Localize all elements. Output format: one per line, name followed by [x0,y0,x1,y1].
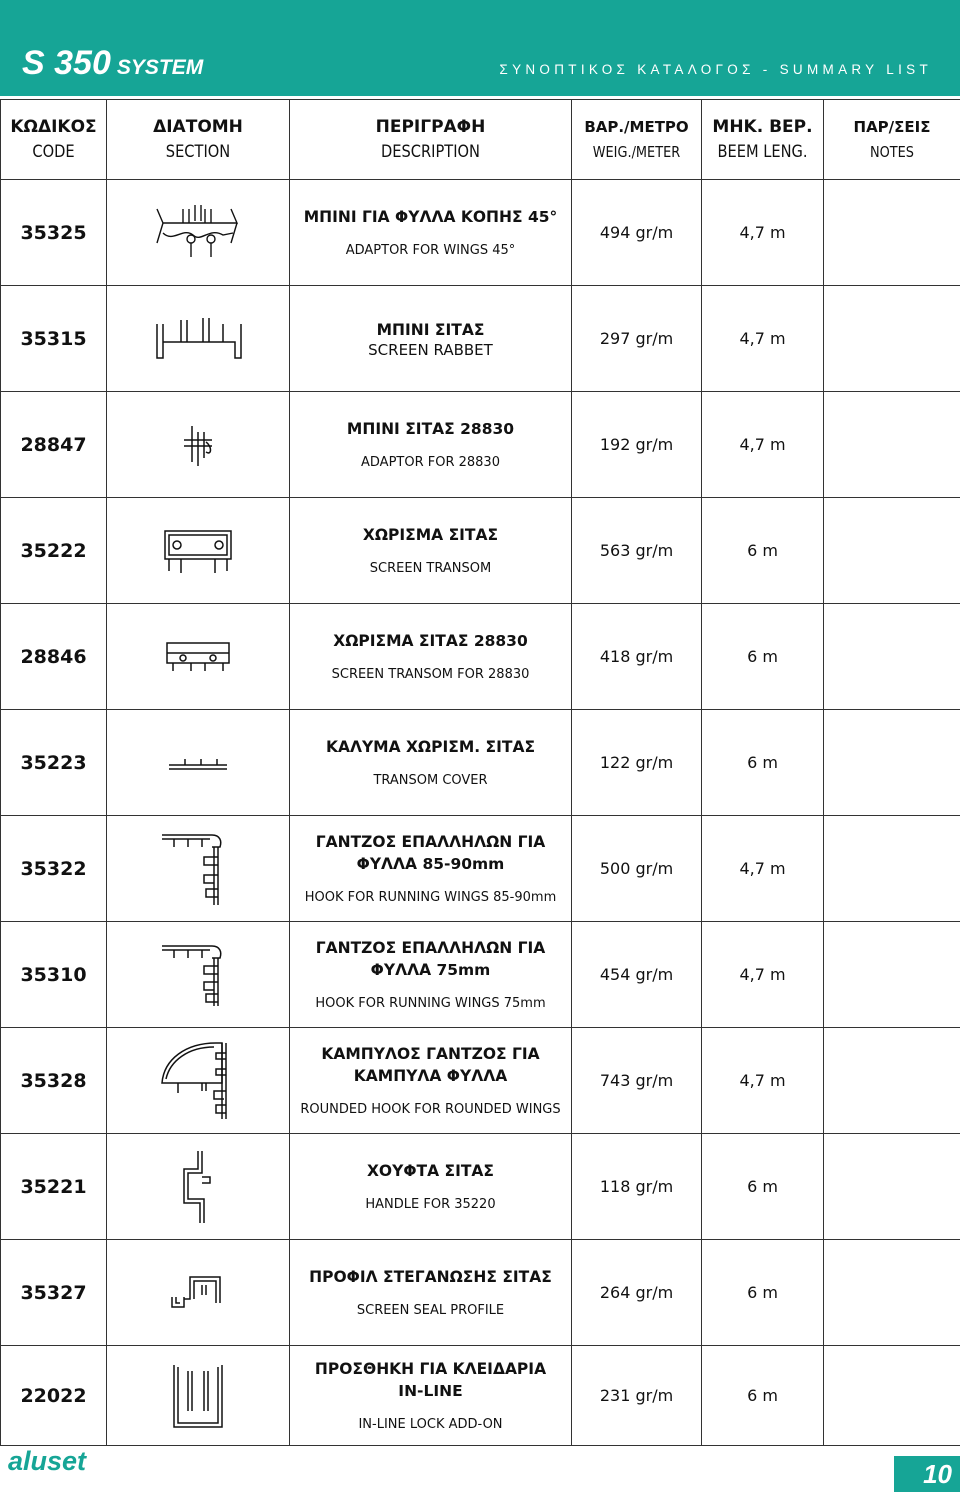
col-section-gr: ΔΙΑΤΟΜΗ [153,116,243,137]
description-gr: ΜΠΙΝΙ ΣΙΤΑΣ 28830 [346,419,515,438]
length-value: 6 m [702,1134,824,1240]
col-description-header [290,100,572,180]
transom-cover-section-icon [163,753,233,773]
weight-value: 122 gr/m [572,710,702,816]
col-section-header [107,100,290,180]
product-code: 35328 [1,1028,107,1134]
page-number: 10 [923,1459,952,1489]
description-cell [290,710,572,816]
section-cell [107,1134,290,1240]
section-cell [107,498,290,604]
notes-cell [824,392,960,498]
description-en: HOOK FOR RUNNING WINGS 75mm [315,995,546,1011]
description-gr: ΚΑΛΥΜΑ ΧΩΡΙΣΜ. ΣΙΤΑΣ [325,737,536,756]
table-row [1,180,960,286]
description-cell [290,392,572,498]
description-gr: ΓΑΝΤΖΟΣ ΕΠΑΛΛΗΛΩΝ ΓΙΑ [315,938,546,957]
handle-section-icon [178,1147,218,1227]
notes-cell [824,922,960,1028]
weight-value: 500 gr/m [572,816,702,922]
screen-seal-section-icon [168,1273,228,1313]
description-gr: ΜΠΙΝΙ ΣΙΤΑΣ [376,320,485,339]
section-cell [107,180,290,286]
length-value: 6 m [702,604,824,710]
adaptor-45-section-icon [153,203,243,263]
description-en: HANDLE FOR 35220 [365,1196,496,1212]
table-row [1,1134,960,1240]
product-code: 35315 [1,286,107,392]
table-row [1,1346,960,1446]
system-label: SYSTEM [116,56,204,79]
description-gr: ΓΑΝΤΖΟΣ ΕΠΑΛΛΗΛΩΝ ΓΙΑ [315,832,546,851]
weight-value: 418 gr/m [572,604,702,710]
description-en: ROUNDED HOOK FOR ROUNDED WINGS [300,1101,561,1117]
description-gr-line2: IN-LINE [398,1381,463,1400]
table-row [1,1240,960,1346]
description-gr: ΧΟΥΦΤΑ ΣΙΤΑΣ [366,1161,494,1180]
weight-value: 118 gr/m [572,1134,702,1240]
description-en: SCREEN RABBET [368,340,493,359]
description-en: IN-LINE LOCK ADD-ON [358,1416,503,1432]
screen-transom-28830-section-icon [163,639,233,675]
length-value: 4,7 m [702,922,824,1028]
description-gr: ΧΩΡΙΣΜΑ ΣΙΤΑΣ 28830 [333,631,528,650]
section-cell [107,1028,290,1134]
system-name: S 350 [22,44,111,82]
description-cell [290,604,572,710]
hook-75-section-icon [158,940,238,1010]
weight-value: 297 gr/m [572,286,702,392]
col-section-en: SECTION [165,141,231,162]
section-cell [107,816,290,922]
col-notes-header [824,100,960,180]
description-cell [290,180,572,286]
description-gr: ΠΡΟΣΘΗΚΗ ΓΙΑ ΚΛΕΙΔΑΡΙΑ [314,1359,547,1378]
catalog-subtitle: ΣΥΝΟΠΤΙΚΟΣ ΚΑΤΑΛΟΓΟΣ - SUMMARY LIST [499,62,932,77]
col-description-gr: ΠΕΡΙΓΡΑΦΗ [375,116,486,137]
weight-value: 192 gr/m [572,392,702,498]
col-length-gr: ΜΗΚ. ΒΕΡ. [712,116,813,137]
col-length-en: BEEM LENG. [717,141,808,162]
length-value: 4,7 m [702,392,824,498]
col-weight-gr: ΒΑΡ./ΜΕΤΡΟ [584,117,689,136]
section-cell [107,604,290,710]
description-cell [290,498,572,604]
inline-lock-addon-section-icon [170,1361,226,1431]
notes-cell [824,286,960,392]
table-row [1,286,960,392]
notes-cell [824,1240,960,1346]
description-gr: ΧΩΡΙΣΜΑ ΣΙΤΑΣ [362,525,499,544]
adaptor-28830-section-icon [178,422,218,468]
length-value: 6 m [702,498,824,604]
notes-cell [824,180,960,286]
col-notes-gr: ΠΑΡ/ΣΕΙΣ [853,117,931,136]
product-code: 35325 [1,180,107,286]
product-code: 35327 [1,1240,107,1346]
col-description-en: DESCRIPTION [381,141,480,162]
table-header-row [1,100,960,180]
screen-transom-section-icon [161,525,235,577]
description-gr: ΠΡΟΦΙΛ ΣΤΕΓΑΝΩΣΗΣ ΣΙΤΑΣ [309,1267,552,1286]
col-length-header [702,100,824,180]
description-en: ADAPTOR FOR WINGS 45° [345,242,516,258]
table-row [1,498,960,604]
screen-rabbet-section-icon [153,314,243,364]
hook-85-90-section-icon [158,829,238,909]
col-code-en: CODE [32,141,75,162]
product-code: 28846 [1,604,107,710]
weight-value: 231 gr/m [572,1346,702,1446]
col-notes-en: NOTES [869,142,915,161]
product-code: 35222 [1,498,107,604]
description-en: SCREEN TRANSOM [369,560,492,576]
description-en: TRANSOM COVER [373,772,488,788]
length-value: 4,7 m [702,1028,824,1134]
length-value: 4,7 m [702,180,824,286]
weight-value: 563 gr/m [572,498,702,604]
notes-cell [824,1346,960,1446]
table-row [1,922,960,1028]
weight-value: 264 gr/m [572,1240,702,1346]
description-cell [290,816,572,922]
notes-cell [824,710,960,816]
product-code: 35223 [1,710,107,816]
weight-value: 743 gr/m [572,1028,702,1134]
notes-cell [824,498,960,604]
rounded-hook-section-icon [158,1039,238,1123]
description-gr-line2: ΦΥΛΛΑ 85-90mm [356,854,505,873]
section-cell [107,1346,290,1446]
section-cell [107,286,290,392]
notes-cell [824,604,960,710]
description-cell [290,286,572,392]
system-title [22,44,203,83]
description-gr: ΚΑΜΠΥΛΟΣ ΓΑΝΤΖΟΣ ΓΙΑ [321,1044,540,1063]
product-code: 35322 [1,816,107,922]
col-weight-en: WEIG./METER [592,142,681,161]
table-row [1,1028,960,1134]
aluset-logo: aluset [8,1446,87,1476]
section-cell [107,710,290,816]
product-code: 28847 [1,392,107,498]
length-value: 6 m [702,1346,824,1446]
summary-table [0,99,960,1446]
description-cell [290,922,572,1028]
description-en: SCREEN TRANSOM FOR 28830 [331,666,530,682]
table-row [1,392,960,498]
length-value: 4,7 m [702,816,824,922]
description-gr-line2: ΚΑΜΠΥΛΑ ΦΥΛΛΑ [353,1066,508,1085]
table-row [1,816,960,922]
description-cell [290,1028,572,1134]
col-weight-header [572,100,702,180]
table-row [1,604,960,710]
description-cell [290,1346,572,1446]
section-cell [107,1240,290,1346]
weight-value: 454 gr/m [572,922,702,1028]
weight-value: 494 gr/m [572,180,702,286]
description-en: SCREEN SEAL PROFILE [356,1302,505,1318]
section-cell [107,922,290,1028]
product-code: 22022 [1,1346,107,1446]
col-code-gr: ΚΩΔΙΚΟΣ [10,116,97,137]
notes-cell [824,1028,960,1134]
description-gr: ΜΠΙΝΙ ΓΙΑ ΦΥΛΛΑ ΚΟΠΗΣ 45° [303,207,558,226]
description-en: HOOK FOR RUNNING WINGS 85-90mm [304,889,557,905]
notes-cell [824,1134,960,1240]
section-cell [107,392,290,498]
description-cell [290,1240,572,1346]
col-code-header [1,100,107,180]
length-value: 4,7 m [702,286,824,392]
table-row [1,710,960,816]
description-gr-line2: ΦΥΛΛΑ 75mm [370,960,491,979]
length-value: 6 m [702,710,824,816]
product-code: 35310 [1,922,107,1028]
length-value: 6 m [702,1240,824,1346]
description-en: ADAPTOR FOR 28830 [361,454,500,470]
description-cell [290,1134,572,1240]
notes-cell [824,816,960,922]
product-code: 35221 [1,1134,107,1240]
